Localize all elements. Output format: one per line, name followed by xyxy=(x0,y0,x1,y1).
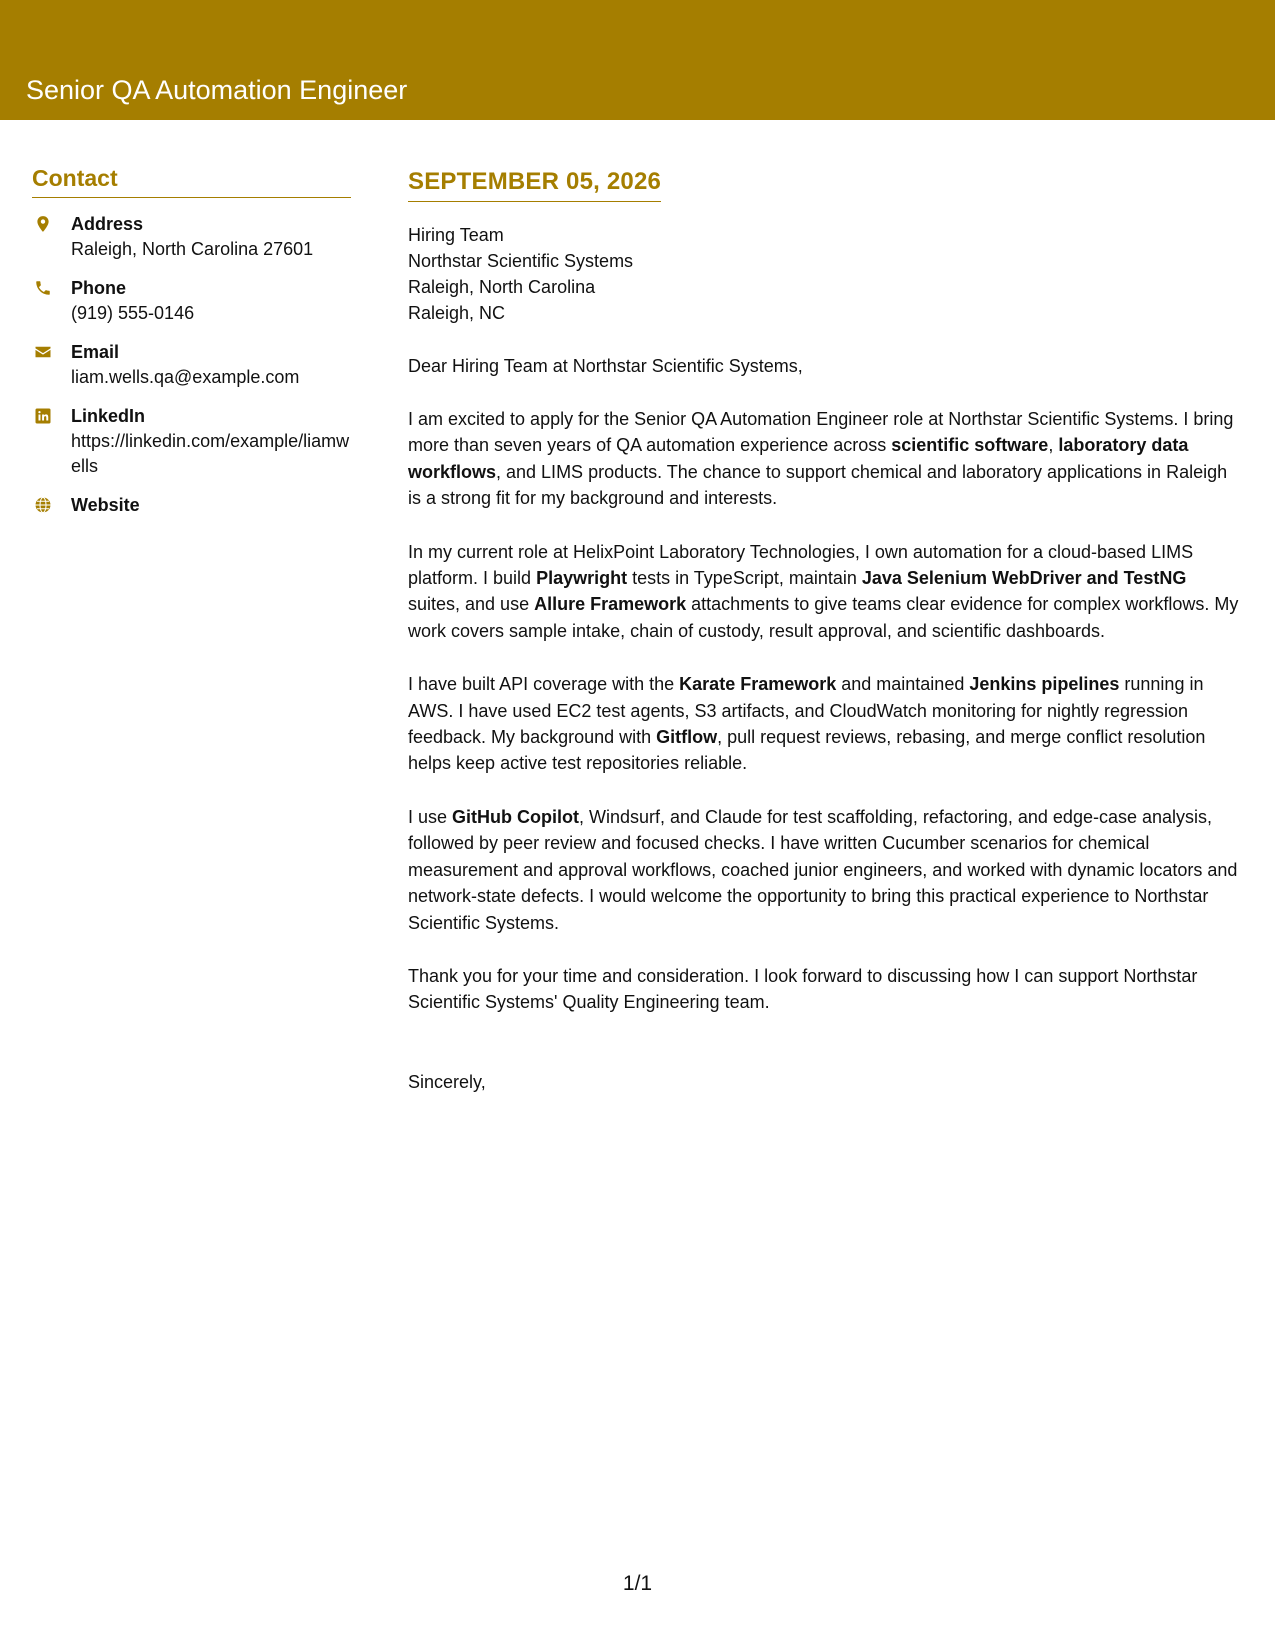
paragraph-current-role: In my current role at HelixPoint Laboratory Technologies, I own automation for a cloud-based LIMS platform. I build Playwright tests in TypeScript, maintain Java Selenium WebDriver and TestNG suites, and use Allure Framework attachments to give teams clear evidence for complex workflows. My work covers sample intake, chain of custody, result approval, and scientific dashboards. xyxy=(408,541,1239,641)
linkedin-icon xyxy=(34,407,52,425)
recipient-block xyxy=(408,222,1243,326)
paragraph-api-ci: I have built API coverage with the Karate Framework and maintained Jenkins pipelines running in AWS. I have used EC2 test agents, S3 artifacts, and CloudWatch monitoring for nightly regression feedback. My background with Gitflow, pull request reviews, rebasing, and merge conflict resolution helps keep active test repositories reliable. xyxy=(408,674,1206,774)
letter-date: SEPTEMBER 05, 2026 xyxy=(408,167,661,202)
page-title: Senior QA Automation Engineer xyxy=(26,75,408,105)
header-banner xyxy=(0,0,1275,120)
recipient-line: Hiring Team xyxy=(408,225,504,245)
phone-icon xyxy=(34,279,52,297)
closing: Sincerely, xyxy=(408,1071,486,1092)
address-value: Raleigh, North Carolina 27601 xyxy=(71,239,314,259)
address-label: Address xyxy=(71,214,144,234)
recipient-line: Raleigh, North Carolina xyxy=(408,277,596,297)
envelope-icon xyxy=(34,343,52,361)
linkedin-value[interactable]: https://linkedin.com/example/liamwells xyxy=(71,431,350,476)
letter-body xyxy=(408,167,1243,1095)
contact-phone xyxy=(32,276,351,326)
contact-sidebar xyxy=(32,164,351,518)
linkedin-label: LinkedIn xyxy=(71,406,146,426)
website-label: Website xyxy=(71,495,140,515)
recipient-line: Northstar Scientific Systems xyxy=(408,251,634,271)
paragraph-ai-tools: I use GitHub Copilot, Windsurf, and Claude for test scaffolding, refactoring, and edge-case analysis, followed by peer review and focused checks. I have written Cucumber scenarios for chemical measurement and approval workflows, coached junior engineers, and worked with dynamic locators and network-state defects. I would welcome the opportunity to bring this practical experience to Northstar Scientific Systems. xyxy=(408,806,1238,933)
contact-linkedin xyxy=(32,404,351,479)
email-label: Email xyxy=(71,342,120,362)
contact-website xyxy=(32,493,351,518)
paragraph-thanks: Thank you for your time and consideration. I look forward to discussing how I can support Northstar Scientific Systems' Quality Engineering team. xyxy=(408,965,1198,1013)
email-value[interactable]: liam.wells.qa@example.com xyxy=(71,367,300,387)
globe-icon xyxy=(34,496,52,514)
phone-value: (919) 555-0146 xyxy=(71,303,195,323)
recipient-line: Raleigh, NC xyxy=(408,303,506,323)
page-number: 1/1 xyxy=(622,1572,653,1595)
contact-heading: Contact xyxy=(32,164,351,198)
contact-email xyxy=(32,340,351,390)
contact-address xyxy=(32,212,351,262)
salutation: Dear Hiring Team at Northstar Scientific Systems, xyxy=(408,356,803,376)
phone-label: Phone xyxy=(71,278,127,298)
map-pin-icon xyxy=(34,215,52,233)
paragraph-intro: I am excited to apply for the Senior QA Automation Engineer role at Northstar Scientific Systems. I bring more than seven years of QA automation experience across scientific software, laboratory data workflows, and LIMS products. The chance to support chemical and laboratory applications in Raleigh is a strong fit for my background and interests. xyxy=(408,409,1234,509)
